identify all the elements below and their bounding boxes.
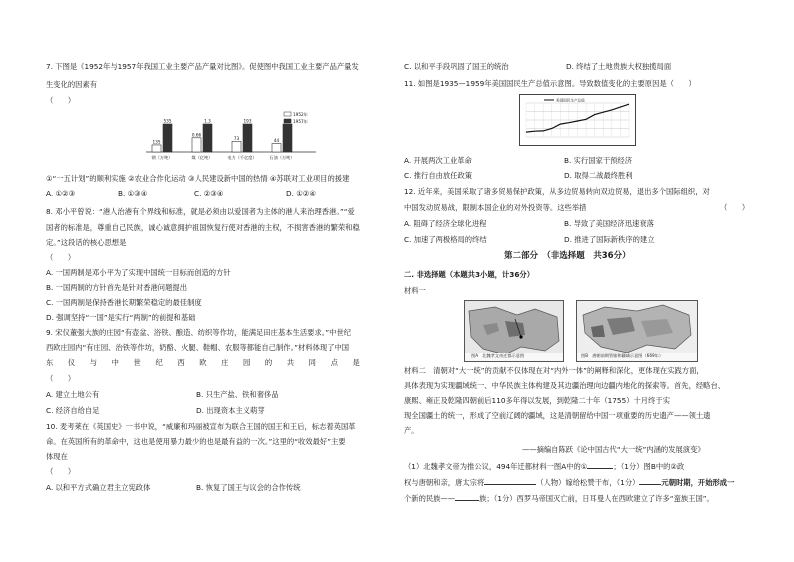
q12-option-c[interactable]: C. 加速了两极格局的终结 (404, 235, 487, 244)
q11-option-b[interactable]: B. 实行国家干预经济 (564, 156, 633, 165)
answer-blank-1[interactable] (587, 461, 613, 469)
answer1-line1 (404, 461, 684, 471)
answer1-line2-a: 权与唐朝和亲，唐太宗将 (404, 478, 485, 487)
q8-answer-paren: （ ） (46, 253, 76, 262)
answer1-line2-b: （人物）嫁给松赞干布，（1分） (536, 478, 640, 487)
q8-stem-line2: 国者的标准是，尊重自己民族，诚心诚意拥护祖国恢复行使对香港的主权，不损害香港的繁荣和稳 (46, 223, 360, 232)
bar-category-label-1: 煤（亿吨） (191, 155, 213, 160)
bar-category-label-2: 电力（千亿度） (227, 155, 257, 160)
answer1-line1-b: ；（1分）图B中的②政 (613, 462, 685, 471)
q9-option-b[interactable]: B. 只生产盐、铁和奢侈品 (196, 390, 279, 399)
bar-2-0 (232, 141, 241, 152)
bar-3-1 (283, 124, 292, 152)
q12-answer-paren: （ ） (720, 203, 750, 212)
q9-stem-line1: 9. 宋仪董强大族的庄园“有壶盆、浴铁、酿造、纺织等作坊，能满足田庄基本生活要求。”中世纪 (46, 328, 352, 337)
legend-swatch-0 (284, 112, 291, 116)
material2-line5: 产。 (404, 426, 419, 435)
map-b-image (577, 301, 697, 361)
section2-heading: 二. 非选择题（本题共3小题，计36分） (404, 270, 534, 279)
q12-option-d[interactable]: D. 推进了国际新秩序的建立 (564, 235, 655, 244)
answer-blank-2[interactable] (484, 477, 536, 485)
bar-0-1 (163, 124, 172, 152)
q8-option-c[interactable]: C. 一国两制是保持香港长期繁荣稳定的最佳制度 (46, 298, 202, 307)
answer1-line2 (404, 477, 734, 487)
bar-value-label-2-1: 193 (243, 118, 252, 124)
map-a-image (465, 301, 563, 361)
q9-option-a[interactable]: A. 建立土地公有 (46, 390, 100, 399)
q11-option-c[interactable]: C. 推行自由放任政策 (404, 171, 473, 180)
part2-heading: 第二部分 （非选择题 共36分） (504, 251, 631, 261)
answer1-line3-a: 个新的民族—— (404, 494, 456, 503)
bar-category-label-3: 石油（万吨） (269, 155, 295, 160)
q10-option-a[interactable]: A. 以和平方式确立君主立宪政体 (46, 483, 151, 492)
bar-0-0 (152, 145, 161, 152)
q9-option-d[interactable]: D. 出现资本主义萌芽 (196, 406, 265, 415)
q10-option-d[interactable]: D. 终结了土地贵族大权独揽局面 (566, 62, 672, 71)
q7-option-a[interactable]: A. ①②③ (46, 189, 76, 198)
bar-3-0 (272, 144, 281, 152)
map-b-tang-dynasty (576, 300, 698, 362)
bar-value-label-1-1: 1.3 (204, 118, 211, 124)
answer1-line1-a: （1）北魏孝文帝为推公议，494年迁都材料一图A中的① (404, 462, 588, 471)
bar-1-0 (192, 138, 201, 152)
material2-line4: 现全国疆土的统一，形成了空前辽阔的疆域，这是清朝留给中国一项重要的历史遗产——领土遗 (404, 411, 711, 420)
q7-stem-line1: 7. 下图是《1952年与1957年我国工业主要产品产量对比图》。促使图中我国工业主要产品产量发 (46, 62, 359, 71)
q10-stem-line3: 体现在 (46, 452, 68, 461)
q9-option-c[interactable]: C. 经济自给自足 (46, 406, 100, 415)
material2-line2: 具体表现为实现疆域统一、中华民族主体构建及其边疆治理向边疆内地化的探索等。首先，经略台、 (404, 381, 726, 390)
q12-stem-line1: 12. 近年来，美国采取了诸多贸易保护政策，从多边贸易转向双边贸易，退出多个国际组织，对 (404, 187, 710, 196)
gnp-line-chart-svg (520, 95, 635, 145)
q9-stem-line3: 东 仪 与 中 世 纪 西 欧 庄 园 的 共 同 点 是 (46, 358, 360, 367)
bar-category-label-0: 钢（万吨） (151, 155, 173, 160)
q9-answer-paren: （ ） (46, 374, 76, 383)
bar-2-1 (243, 124, 252, 152)
q7-answer-paren: （ ） (46, 96, 76, 105)
bar-value-label-1-0: 0.66 (191, 132, 202, 138)
q8-stem-line3: 定。”这段话的核心思想是 (46, 238, 127, 247)
production-bar-chart-svg (144, 110, 324, 172)
q8-option-a[interactable]: A. 一国两制是邓小平为了实现中国统一目标而创造的方针 (46, 268, 231, 277)
q10-answer-paren: （ ） (46, 467, 76, 476)
q11-option-d[interactable]: D. 取得二战最终胜利 (564, 171, 633, 180)
bar-1-1 (203, 124, 212, 152)
answer-blank-3[interactable] (639, 477, 661, 485)
answer1-line3-b: 族；（1分）西罗马帝国灭亡前，日耳曼人在西欧建立了许多“蛮族王国”。 (479, 494, 714, 503)
q12-option-b[interactable]: B. 导致了美国经济迅速衰落 (564, 219, 654, 228)
q10-stem-line2: 命。在英国所有的革命中，这也是使用暴力最少的也是最有益的一次。”这里的“收效最好”主要 (46, 437, 346, 446)
bar-value-label-3-0: 44 (273, 138, 280, 144)
material-source: ——摘编自陈跃《论中国古代“大一统”内涵的发展演变》 (522, 445, 705, 454)
q10-option-b[interactable]: B. 恢复了国王与议会的合作传统 (196, 483, 301, 492)
map-a-northern-wei (464, 300, 564, 362)
map-a-caption: 图A 北魏孝文帝迁都示意图 (471, 353, 525, 358)
material1-label: 材料一 (404, 286, 426, 295)
map-b-caption: 图B 唐朝前期管辖和疆域示意图（669年） (581, 353, 664, 358)
answer1-line2-c: 元朝时期，开始形成一 (661, 478, 735, 487)
q11-stem: 11. 如图是1935—1959年美国国民生产总值示意图。导致数值变化的主要原因是（ ） (404, 79, 696, 88)
answer1-line3 (404, 493, 714, 503)
gnp-legend-label: 美国国民生产总值 (556, 98, 585, 103)
production-bar-chart (144, 110, 324, 172)
bar-value-label-2-0: 73 (233, 135, 240, 141)
q8-stem-line1: 8. 邓小平曾说：“港人治港有个界线和标准，就是必须由以爱国者为主体的港人来治理香港。”“爱 (46, 207, 355, 216)
q7-option-b[interactable]: B. ①③④ (118, 189, 148, 198)
gnp-line-chart (519, 94, 636, 146)
q12-option-a[interactable]: A. 阻碍了经济全球化进程 (404, 219, 487, 228)
q8-option-b[interactable]: B. 一国两制的方针首先是针对香港问题提出 (46, 283, 187, 292)
q9-stem-line2: 西欧庄园内“有庄园、治铁等作坊，奶酪、火腿、鞋帽、农服等都能自己制作。”材料体现了中国 (46, 343, 350, 352)
q7-option-d[interactable]: D. ①②④ (286, 189, 316, 198)
q7-options-statements: ①“一五计划”的顺利实施 ②农业合作化运动 ③人民建设新中国的热情 ④苏联对工业项目的援建 (46, 174, 350, 183)
q10-option-c[interactable]: C. 以和平手段巩固了国王的统治 (404, 62, 509, 71)
answer-blank-4[interactable] (455, 493, 479, 501)
material2-line1: 材料二 清朝对“大一统”的贡献不仅体现在对“内外一体”的阐释和深化，更体现在实践方面， (404, 366, 704, 375)
q7-stem-line2: 生变化的因素有 (46, 80, 98, 89)
bar-value-label-0-0: 135 (152, 139, 161, 145)
q12-stem-line2: 中国发动贸易战，限制本国企业的对外投资等。这些举措 (404, 203, 587, 212)
q8-option-d[interactable]: D. 强调坚持“一国”是实行“两制”的前提和基础 (46, 313, 196, 322)
legend-label-0: 1952年 (293, 112, 308, 117)
legend-swatch-1 (284, 119, 291, 123)
legend-label-1: 1957年 (293, 119, 308, 124)
q11-option-a[interactable]: A. 开展两次工业革命 (404, 156, 472, 165)
q7-option-c[interactable]: C. ②③④ (194, 189, 224, 198)
q10-stem-line1: 10. 麦考莱在《英国史》一书中说，“威廉和玛丽被宣布为联合王国的国王和王后，标志着英国革 (46, 422, 356, 431)
bar-value-label-0-1: 535 (163, 118, 172, 124)
material2-line3: 康熙、雍正及乾隆四朝前后110多年得以发展，到乾隆二十年（1755）十月终于实 (404, 396, 670, 405)
